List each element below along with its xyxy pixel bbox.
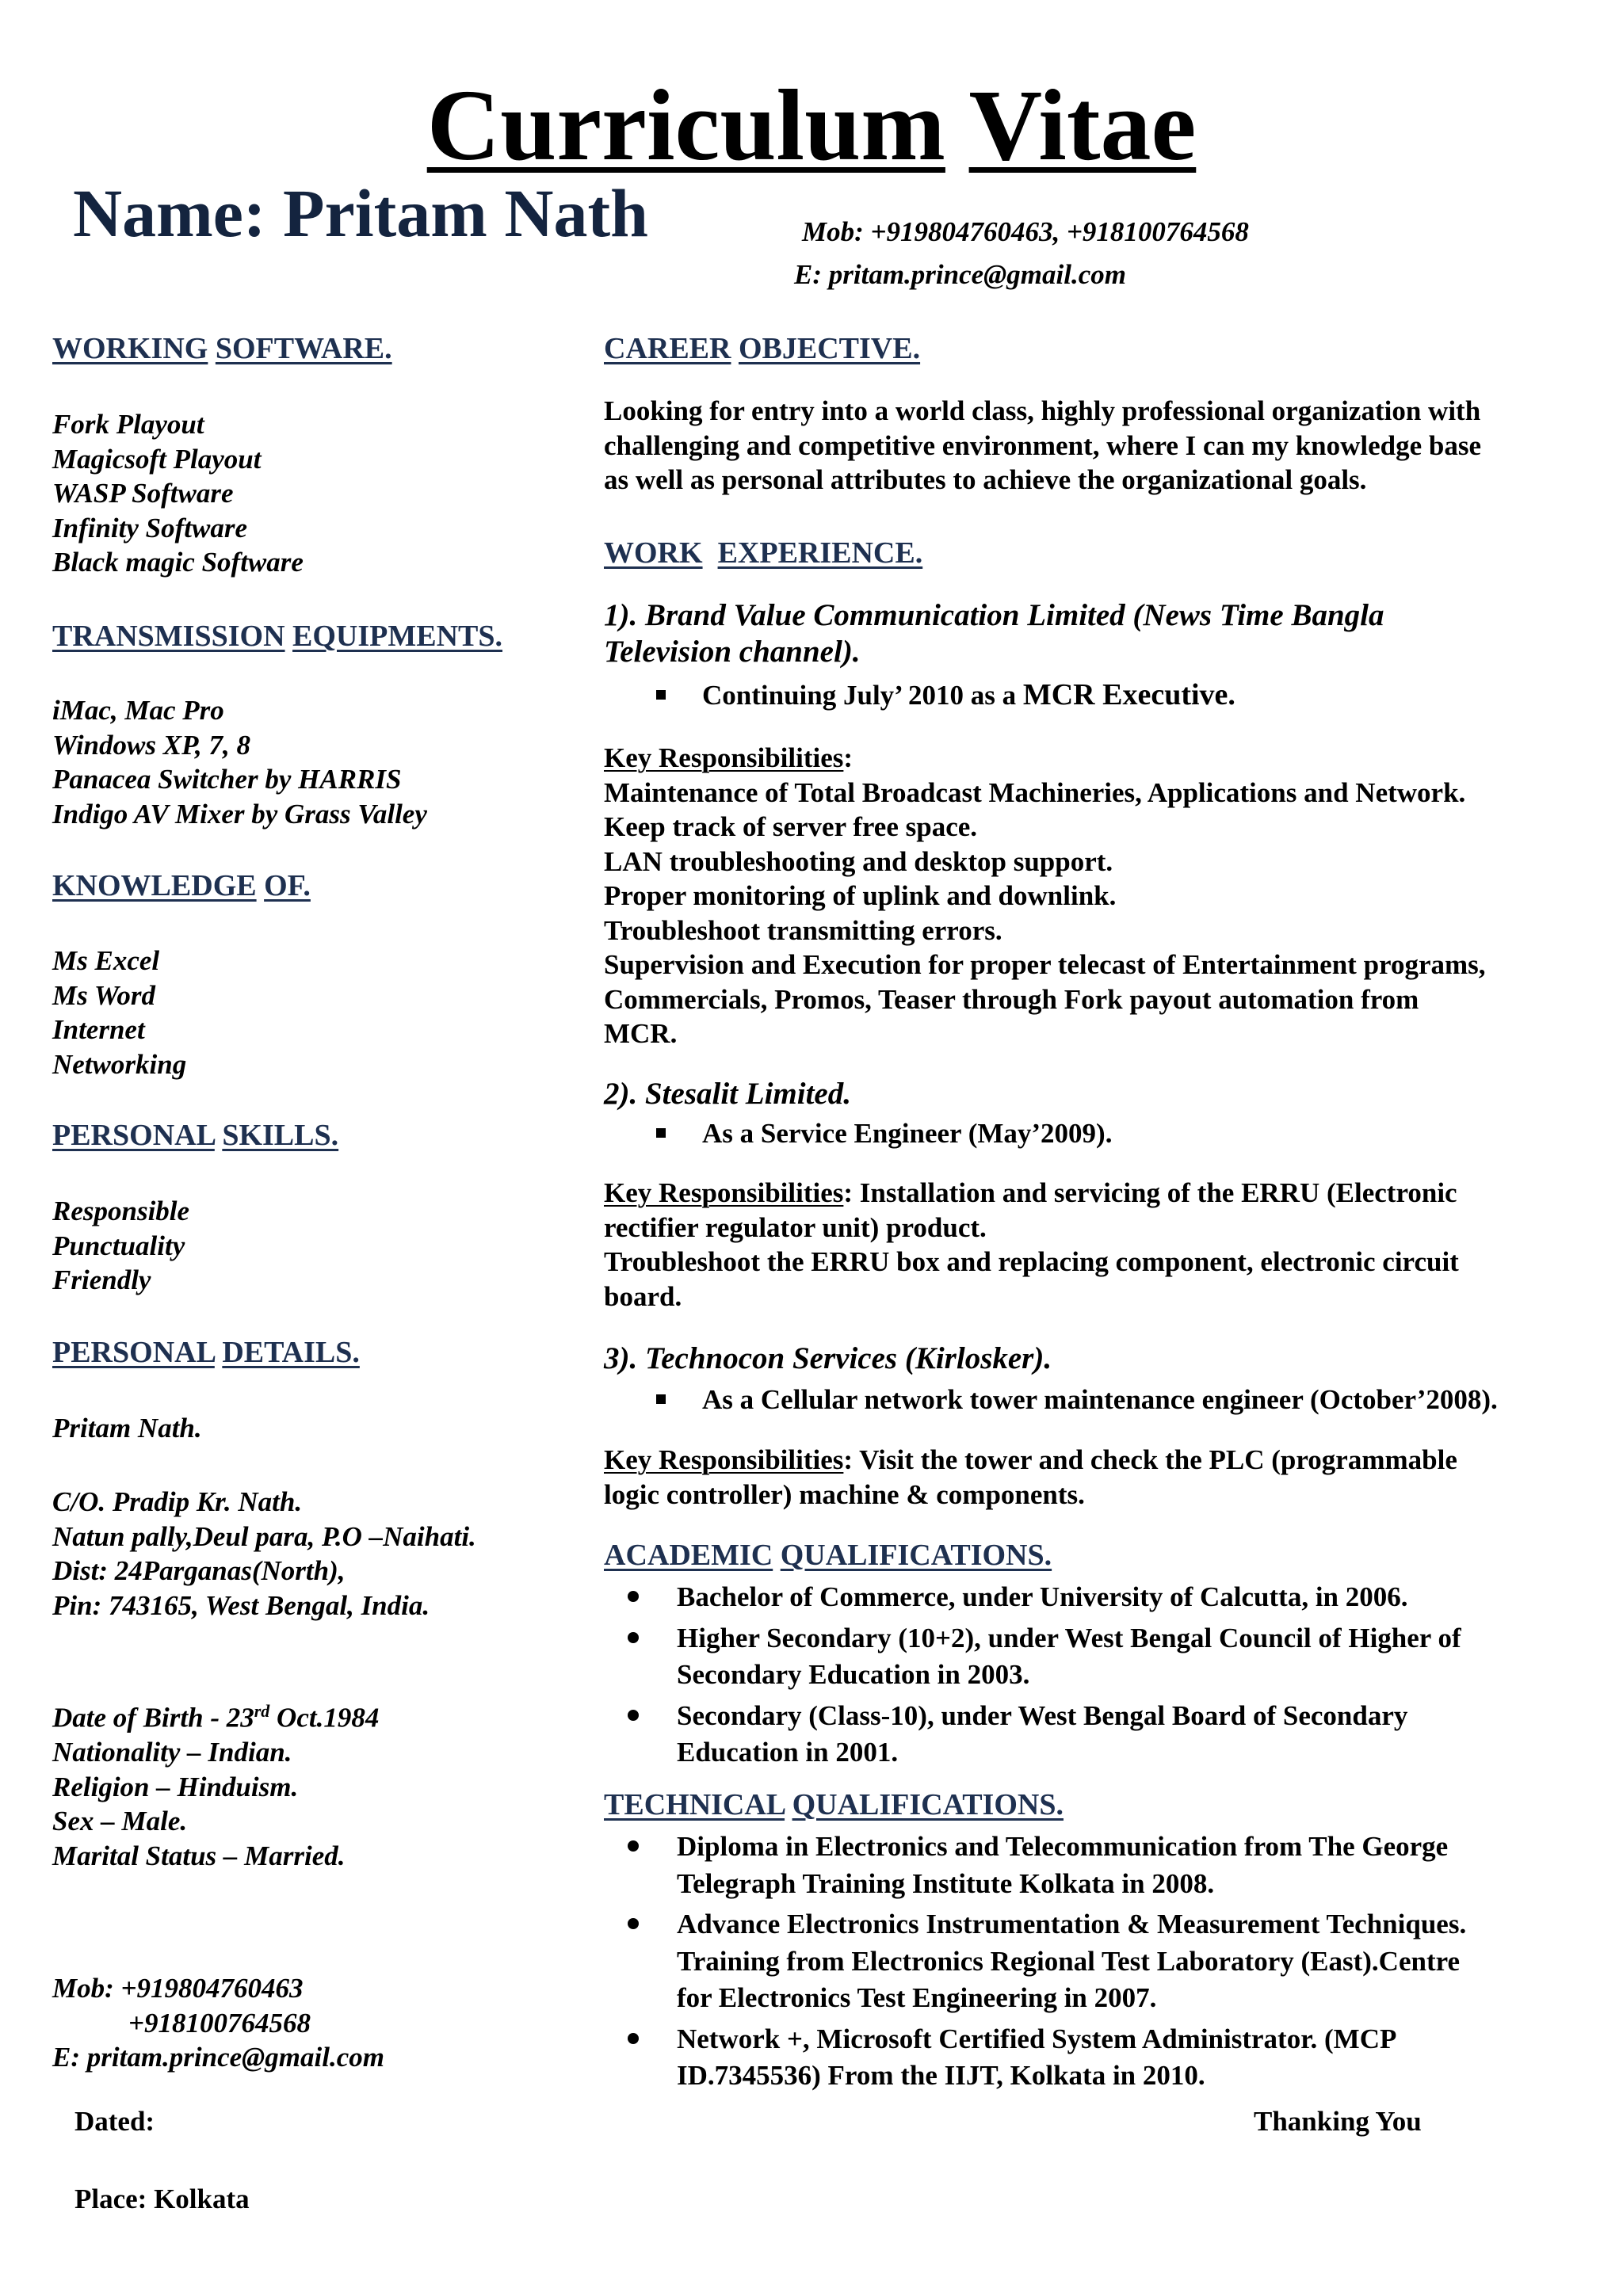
bullet-item xyxy=(604,1579,1587,1616)
job-3-responsibilities: Key Responsibilities: Visit the tower and check the PLC (programmable logic controller) machine & components. xyxy=(604,1443,1587,1512)
bullet-line: Telegraph Training Institute Kolkata in 2008. xyxy=(677,1867,1215,1899)
list-academic-qualifications xyxy=(604,1575,1587,1772)
place-label: Place: Kolkata xyxy=(74,2183,250,2214)
bullet-line: for Electronics Test Engineering in 2007. xyxy=(677,1982,1157,2013)
job-1-title: 1). Brand Value Communication Limited (News Time Bangla Television channel). xyxy=(604,598,1384,669)
bullet-line: Diploma in Electronics and Telecommunication from The George xyxy=(604,1829,1587,1866)
list-item: Natun pally,Deul para, P.O –Naihati. xyxy=(52,1520,476,1552)
text-line: Proper monitoring of uplink and downlink. xyxy=(604,880,1117,911)
heading-knowledge: KNOWLEDGE OF. xyxy=(52,869,311,902)
list-item: Fork Playout xyxy=(52,409,204,440)
heading-transmission-equipments: TRANSMISSION EQUIPMENTS. xyxy=(52,620,503,653)
bullet-line: Education in 2001. xyxy=(677,1737,899,1768)
list-item: iMac, Mac Pro xyxy=(52,695,224,726)
bullet-line: Training from Electronics Regional Test Laboratory (East).Centre xyxy=(677,1945,1461,1977)
list-item: Internet xyxy=(52,1014,145,1045)
bullet-item xyxy=(604,1698,1587,1772)
list-transmission-equipments xyxy=(52,693,559,831)
list-item: Networking xyxy=(52,1048,187,1080)
job-2-title: 2). Stesalit Limited. xyxy=(604,1077,851,1111)
job-2-responsibilities: Key Responsibilities: Installation and servicing of the ERRU (Electronic rectifier regulator unit) product. Troubleshoot the ERRU box and replacing component, electronic circuit board. xyxy=(604,1176,1587,1314)
text-line: logic controller) machine & components. xyxy=(604,1478,1085,1510)
job-1-responsibilities: Key Responsibilities: Maintenance of Total Broadcast Machineries, Applications and Network. Keep track of server free space. LAN troubleshooting and desktop support. Proper monitoring of uplink and downlink. Troubleshoot transmitting errors. Supervision and Execution for proper telecast of Entertainment programs, Commercials, Promos, Teaser through Fork payout automation from MCR. xyxy=(604,741,1587,1051)
details-contact: Mob: +919804760463 +918100764568 E: pritam.prince@gmail.com xyxy=(52,1973,384,2073)
heading-personal-details: PERSONAL DETAILS. xyxy=(52,1336,360,1369)
text-line: Religion – Hinduism. xyxy=(52,1771,299,1802)
bullet-line: Secondary Education in 2003. xyxy=(677,1659,1030,1690)
list-item: challenging and competitive environment, where I can my knowledge base xyxy=(604,429,1482,461)
job-3-title: 3). Technocon Services (Kirlosker). xyxy=(604,1341,1052,1375)
text-line: Supervision and Execution for proper telecast of Entertainment programs, xyxy=(604,949,1486,980)
text-line: Keep track of server free space. xyxy=(604,811,978,842)
bullet-item xyxy=(604,1829,1587,1902)
heading-work-experience: WORK EXPERIENCE. xyxy=(604,536,923,570)
list-item: Panacea Switcher by HARRIS xyxy=(52,764,402,795)
bullet-dot-icon xyxy=(628,1840,639,1852)
list-item: Looking for entry into a world class, highly professional organization with xyxy=(604,395,1481,426)
bullet-line: Higher Secondary (10+2), under West Bengal Council of Higher of xyxy=(604,1620,1587,1657)
bullet-dot-icon xyxy=(628,2033,639,2044)
heading-working-software: WORKING SOFTWARE. xyxy=(52,332,392,365)
list-item: Infinity Software xyxy=(52,512,248,543)
bullet-item xyxy=(604,1620,1587,1694)
list-item: Windows XP, 7, 8 xyxy=(52,729,250,761)
job-3-role: As a Cellular network tower maintenance engineer (October’2008). xyxy=(656,1383,1498,1417)
details-address xyxy=(52,1485,559,1623)
title-word-2: Vitae xyxy=(968,69,1197,181)
list-working-software xyxy=(52,407,559,580)
list-item: Ms Word xyxy=(52,979,156,1011)
heading-personal-skills: PERSONAL SKILLS. xyxy=(52,1119,339,1152)
text-line: Troubleshoot the ERRU box and replacing component, electronic circuit xyxy=(604,1246,1459,1277)
text-line: Nationality – Indian. xyxy=(52,1737,292,1768)
dated-label: Dated: xyxy=(74,2106,155,2137)
job-1-role: Continuing July’ 2010 as a MCR Executive. xyxy=(656,678,1235,712)
square-bullet-icon xyxy=(656,1128,666,1138)
text-line: Marital Status – Married. xyxy=(52,1840,346,1871)
text-line: Sex – Male. xyxy=(52,1806,188,1837)
list-item: Black magic Software xyxy=(52,547,304,578)
text-line: rectifier regulator unit) product. xyxy=(604,1211,987,1243)
job-2-role: As a Service Engineer (May’2009). xyxy=(656,1116,1112,1150)
list-item: Punctuality xyxy=(52,1230,185,1261)
text-line: MCR. xyxy=(604,1018,678,1049)
details-dob: Date of Birth - 23rd Oct.1984 xyxy=(52,1701,380,1733)
bullet-dot-icon xyxy=(628,1710,639,1721)
list-technical-qualifications xyxy=(604,1825,1587,2095)
bullet-item xyxy=(604,2021,1587,2095)
heading-career-objective: CAREER OBJECTIVE. xyxy=(604,332,921,365)
bullet-line: Bachelor of Commerce, under University of Calcutta, in 2006. xyxy=(604,1579,1587,1616)
page-title xyxy=(0,70,1623,181)
bullet-line: Secondary (Class-10), under West Bengal Board of Secondary xyxy=(604,1698,1587,1735)
bullet-line: Advance Electronics Instrumentation & Measurement Techniques. xyxy=(604,1906,1587,1943)
list-item: as well as personal attributes to achieve the organizational goals. xyxy=(604,464,1367,495)
bullet-dot-icon xyxy=(628,1632,639,1643)
bullet-dot-icon xyxy=(628,1918,639,1929)
list-item: Ms Excel xyxy=(52,945,160,976)
heading-academic-qualifications: ACADEMIC QUALIFICATIONS. xyxy=(604,1539,1052,1572)
text-line: LAN troubleshooting and desktop support. xyxy=(604,845,1113,877)
list-item: Friendly xyxy=(52,1264,151,1295)
details-personal-info xyxy=(52,1694,559,1873)
bullet-line: Network +, Microsoft Certified System Administrator. (MCP xyxy=(604,2021,1587,2058)
list-item: WASP Software xyxy=(52,478,234,509)
text-line: Commercials, Promos, Teaser through Fork payout automation from xyxy=(604,983,1419,1015)
text-line: board. xyxy=(604,1280,682,1312)
square-bullet-icon xyxy=(656,1394,666,1404)
list-item: Indigo AV Mixer by Grass Valley xyxy=(52,798,427,830)
list-item: Magicsoft Playout xyxy=(52,443,262,475)
candidate-name: Name: Pritam Nath xyxy=(73,175,649,251)
list-item: Responsible xyxy=(52,1196,190,1226)
career-objective-text xyxy=(604,394,1587,498)
list-item: Dist: 24Parganas(North), xyxy=(52,1555,346,1586)
bullet-item xyxy=(604,1906,1587,2017)
list-personal-skills xyxy=(52,1194,559,1298)
header-email: E: pritam.prince@gmail.com xyxy=(794,259,1126,290)
header-mobile: Mob: +919804760463, +918100764568 xyxy=(802,216,1249,247)
bullet-dot-icon xyxy=(628,1591,639,1602)
list-item: C/O. Pradip Kr. Nath. xyxy=(52,1486,303,1517)
list-item: Pin: 743165, West Bengal, India. xyxy=(52,1589,430,1621)
text-line: Maintenance of Total Broadcast Machineries, Applications and Network. xyxy=(604,776,1466,808)
bullet-line: ID.7345536) From the IIJT, Kolkata in 2010. xyxy=(677,2060,1205,2091)
square-bullet-icon xyxy=(656,690,666,700)
heading-technical-qualifications: TECHNICAL QUALIFICATIONS. xyxy=(604,1788,1064,1821)
thanking-text: Thanking You xyxy=(1254,2106,1422,2137)
text-line: Troubleshoot transmitting errors. xyxy=(604,914,1002,946)
title-word-1: Curriculum xyxy=(426,69,945,181)
details-name: Pritam Nath. xyxy=(52,1413,202,1444)
list-knowledge xyxy=(52,944,559,1081)
